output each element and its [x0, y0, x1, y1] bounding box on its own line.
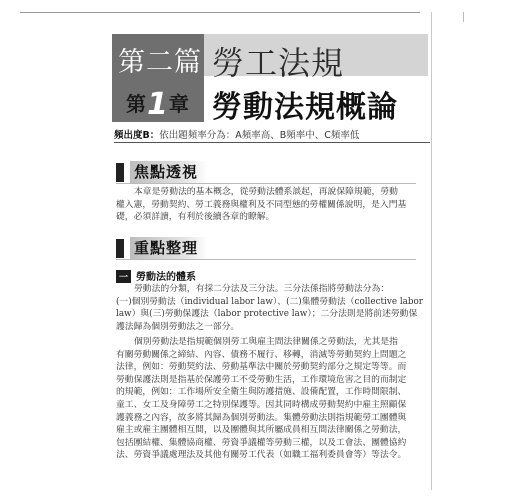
paragraph-line: 護義務之內容，故多將其歸為個別勞動法。集體勞動法則指規範勞工團體與 — [116, 412, 407, 423]
subsection-marker: 一 — [116, 270, 131, 283]
key-section-title: 重點整理 — [134, 239, 199, 257]
paragraph-line: 個別勞動法是指規範個別勞工與雇主間法律關係之勞動法，尤其是指 — [134, 337, 398, 347]
paragraph-line: 礎，必須詳讀，有利於後續各章的瞭解。 — [116, 212, 275, 223]
focus-paragraph — [116, 186, 428, 224]
frequency-note — [114, 127, 430, 143]
focus-section-heading — [116, 159, 416, 185]
paragraph-line: 護法歸為個別勞動法之一部分。 — [116, 321, 240, 332]
paragraph-line: 勞動法的分類，有採二分法及三分法。三分法係指將勞動法分為： — [134, 284, 390, 294]
paragraph-line: 法、勞資爭議處理法及其他有關勞工代表（如職工福利委員會等）等法令。 — [116, 450, 407, 461]
chapter-title: 勞動法規概論 — [212, 90, 398, 125]
body-paragraph-2 — [116, 336, 428, 462]
body-paragraph-1 — [116, 283, 428, 333]
part-label: 第二篇 — [118, 47, 202, 78]
paragraph-line: 有關勞動關係之締結、內容、債務不履行、移轉，消滅等勞動契約上問題之 — [116, 349, 407, 360]
chapter-banner — [112, 34, 432, 125]
frequency-text: 依出題頻率分為：A頻率高、B頻率中、C頻率低 — [159, 130, 360, 141]
paragraph-line: law）與(三)勞動保護法（labor protective law）；二分法則是將前述勞動保 — [116, 309, 418, 320]
paragraph-line: 勞動保護法則是指基於保護勞工不受勞動生活，工作環境危害之目的而制定 — [116, 374, 407, 385]
heading-bar — [116, 163, 124, 182]
chapter-number: 1 — [147, 87, 168, 122]
paragraph-line: 童工、女工及身障勞工之特別保護等。因其同時構成勞動契約中雇主照顧保 — [116, 399, 407, 410]
paragraph-line: 本章是勞動法的基本概念，從勞動法體系談起，再說保障規範，勞動 — [134, 187, 398, 197]
part-title: 勞工法規 — [212, 44, 345, 82]
crop-mark — [463, 12, 464, 22]
heading-bar — [116, 239, 124, 258]
top-rule — [20, 12, 420, 13]
paragraph-line: 雇主或雇主團體相互間，以及團體與其所屬成員相互間法律關係之勞動法， — [116, 425, 407, 436]
frequency-label: 頻出度B： — [114, 130, 160, 141]
chapter-prefix: 第 — [126, 92, 146, 116]
subsection-heading — [116, 268, 196, 283]
paragraph-line: 包括團結權、集體協商權、勞資爭議權等勞動三權，以及工會法、團體協約 — [116, 437, 407, 448]
paragraph-line: 法律，例如：勞動契約法、勞動基準法中關於勞動契約部分之規定等等。而 — [116, 362, 407, 373]
paragraph-line: (一)個別勞動法（individual labor law）、(二)集體勞動法（collective labor — [116, 296, 424, 307]
paragraph-line: 的規範，例如：工作場所安全衛生與防護措施、設備配置，工作時間限制、 — [116, 387, 407, 398]
paragraph-line: 權入憲，勞動契約、勞工義務與權利及不同型態的勞權關係說明，是入門基 — [116, 199, 407, 210]
subsection-title: 勞動法的體系 — [136, 272, 197, 283]
chapter-suffix: 章 — [168, 92, 189, 116]
key-section-heading — [116, 235, 416, 261]
chapter-label — [126, 84, 189, 122]
focus-section-title: 焦點透視 — [134, 163, 199, 181]
